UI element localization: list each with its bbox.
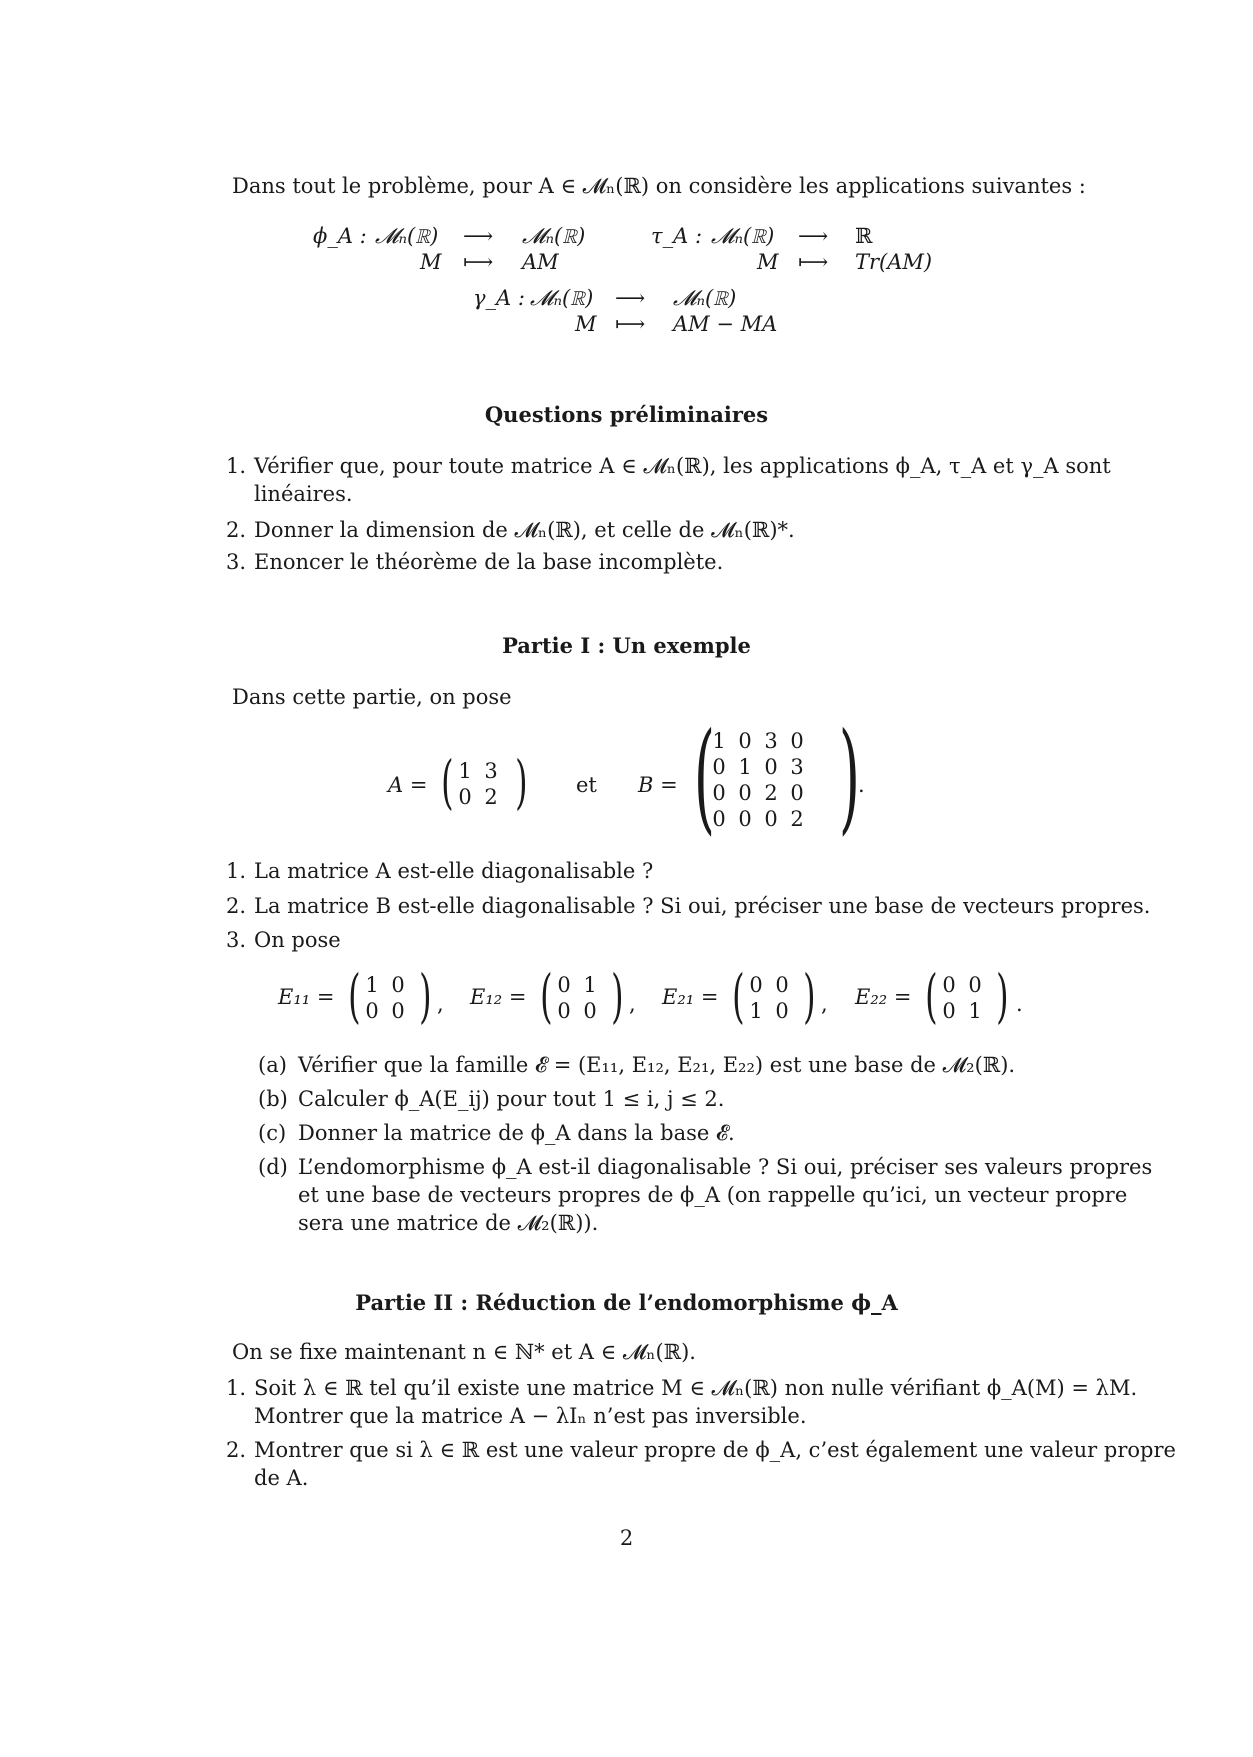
matA-cell: 3	[484, 759, 498, 783]
prelim-num-1: 1.	[225, 454, 246, 478]
e12-cell: 1	[583, 973, 597, 997]
sub-item-d-line1: L’endomorphisme ϕ_A est-il diagonalisable ? Si oui, préciser ses valeurs propres	[298, 1155, 1153, 1179]
part1-item-1: La matrice A est-elle diagonalisable ?	[254, 859, 654, 883]
part2-intro: On se fixe maintenant n ∈ ℕ* et A ∈ 𝓜ₙ(ℝ).	[232, 1340, 696, 1364]
prelim-num-3: 3.	[225, 550, 246, 574]
e12-cell: 0	[583, 999, 597, 1023]
comma: ,	[437, 992, 444, 1016]
sub-num-a: (a)	[258, 1053, 287, 1077]
matB-cell: 0	[712, 807, 726, 831]
part2-title: Partie II : Réduction de l’endomorphisme ϕ_A	[355, 1290, 898, 1315]
matB-left-paren: (	[693, 708, 715, 847]
matB-cell: 0	[764, 755, 778, 779]
e12-cell: 0	[557, 999, 571, 1023]
period: .	[1016, 992, 1023, 1016]
e22-right-paren: )	[996, 962, 1009, 1030]
part1-item-2: La matrice B est-elle diagonalisable ? Si oui, préciser une base de vecteurs propres.	[254, 894, 1151, 918]
e22-cell: 0	[942, 973, 956, 997]
phi-codomain: 𝓜ₙ(ℝ)	[522, 224, 586, 248]
matA-label: A =	[388, 773, 428, 797]
gamma-mapsto: ⟼	[615, 312, 646, 336]
matB-cell: 1	[712, 729, 726, 753]
e11-cell: 0	[391, 973, 405, 997]
matB-cell: 3	[790, 755, 804, 779]
tau-var: M	[757, 250, 779, 274]
prelim-num-2: 2.	[225, 518, 246, 542]
part2-num-1: 1.	[225, 1376, 246, 1400]
gamma-var: M	[575, 312, 597, 336]
matA-left-paren: (	[441, 748, 454, 816]
tau-mapsto: ⟼	[798, 250, 829, 274]
sub-item-d-line3: sera une matrice de 𝓜₂(ℝ)).	[298, 1211, 599, 1235]
matB-cell: 2	[790, 807, 804, 831]
e12-left-paren: (	[540, 962, 553, 1030]
prelim-item-2: Donner la dimension de 𝓜ₙ(ℝ), et celle de 𝓜ₙ(ℝ)*.	[254, 518, 795, 542]
matB-right-paren: )	[838, 708, 860, 847]
gamma-codomain: 𝓜ₙ(ℝ)	[673, 286, 737, 310]
matA-cell: 1	[458, 759, 472, 783]
part2-item-2-line2: de A.	[254, 1466, 309, 1490]
gamma-image: AM − MA	[673, 312, 778, 336]
sub-item-d-line2: et une base de vecteurs propres de ϕ_A (on rappelle qu’ici, un vecteur propre	[298, 1183, 1128, 1207]
e21-right-paren: )	[803, 962, 816, 1030]
matA-cell: 0	[458, 785, 472, 809]
tau-codomain: ℝ	[855, 224, 873, 248]
part1-num-2: 2.	[225, 894, 246, 918]
part1-intro: Dans cette partie, on pose	[232, 685, 512, 709]
e22-cell: 0	[942, 999, 956, 1023]
e11-left-paren: (	[348, 962, 361, 1030]
e11-cell: 1	[365, 973, 379, 997]
tau-image: Tr(AM)	[855, 250, 933, 274]
matB-cell: 0	[738, 781, 752, 805]
phi-name: ϕ_A :	[313, 224, 367, 248]
e22-cell: 1	[968, 999, 982, 1023]
e22-cell: 0	[968, 973, 982, 997]
matB-cell: 0	[738, 729, 752, 753]
sub-num-b: (b)	[258, 1087, 288, 1111]
matA-right-paren: )	[515, 748, 528, 816]
matrix-E22	[936, 972, 988, 1024]
phi-arrow: ⟶	[463, 224, 494, 248]
e21-cell: 0	[775, 973, 789, 997]
matA-cell: 2	[484, 785, 498, 809]
matB-cell: 0	[790, 781, 804, 805]
matB-cell: 1	[738, 755, 752, 779]
sub-num-c: (c)	[258, 1121, 287, 1145]
matB-cell: 3	[764, 729, 778, 753]
e11-cell: 0	[391, 999, 405, 1023]
tau-name: τ_A :	[651, 224, 703, 248]
matB-period: .	[858, 773, 865, 797]
phi-image: AM	[522, 250, 559, 274]
sub-item-a: Vérifier que la famille 𝓔 = (E₁₁, E₁₂, E₂₁, E₂₂) est une base de 𝓜₂(ℝ).	[298, 1053, 1016, 1077]
part2-num-2: 2.	[225, 1438, 246, 1462]
tau-domain: 𝓜ₙ(ℝ)	[711, 224, 775, 248]
gamma-domain: 𝓜ₙ(ℝ)	[530, 286, 594, 310]
prelim-item-1-line1: Vérifier que, pour toute matrice A ∈ 𝓜ₙ(ℝ), les applications ϕ_A, τ_A et γ_A sont	[254, 454, 1111, 478]
part1-title: Partie I : Un exemple	[502, 633, 751, 658]
matB-cell: 0	[764, 807, 778, 831]
phi-mapsto: ⟼	[463, 250, 494, 274]
prelim-item-1-line2: linéaires.	[254, 482, 353, 506]
et-word: et	[576, 773, 597, 797]
matB-cell: 0	[712, 781, 726, 805]
e11-label: E₁₁ =	[278, 985, 335, 1009]
matB-cell: 0	[790, 729, 804, 753]
e21-left-paren: (	[732, 962, 745, 1030]
prelim-title: Questions préliminaires	[484, 402, 769, 427]
part1-num-3: 3.	[225, 928, 246, 952]
e11-cell: 0	[365, 999, 379, 1023]
e12-cell: 0	[557, 973, 571, 997]
part2-item-1-line2: Montrer que la matrice A − λIₙ n’est pas inversible.	[254, 1404, 807, 1428]
matrix-E21	[743, 972, 795, 1024]
prelim-item-3: Enoncer le théorème de la base incomplète.	[254, 550, 724, 574]
e21-cell: 1	[749, 999, 763, 1023]
phi-domain: 𝓜ₙ(ℝ)	[375, 224, 439, 248]
e22-label: E₂₂ =	[855, 985, 912, 1009]
part2-item-2-line1: Montrer que si λ ∈ ℝ est une valeur propre de ϕ_A, c’est également une valeur propre	[254, 1438, 1176, 1462]
matrix-E12	[551, 972, 603, 1024]
comma: ,	[821, 992, 828, 1016]
e11-right-paren: )	[419, 962, 432, 1030]
e21-cell: 0	[749, 973, 763, 997]
sub-num-d: (d)	[258, 1155, 288, 1179]
phi-var: M	[420, 250, 442, 274]
comma: ,	[629, 992, 636, 1016]
gamma-name: γ_A :	[473, 286, 525, 310]
matrix-B	[706, 728, 810, 832]
matB-cell: 0	[738, 807, 752, 831]
e21-cell: 0	[775, 999, 789, 1023]
matB-label: B =	[638, 773, 678, 797]
part1-num-1: 1.	[225, 859, 246, 883]
intro-text: Dans tout le problème, pour A ∈ 𝓜ₙ(ℝ) on considère les applications suivantes :	[232, 174, 1086, 198]
tau-arrow: ⟶	[798, 224, 829, 248]
e12-right-paren: )	[611, 962, 624, 1030]
part2-item-1-line1: Soit λ ∈ ℝ tel qu’il existe une matrice M ∈ 𝓜ₙ(ℝ) non nulle vérifiant ϕ_A(M) = λM.	[254, 1376, 1138, 1400]
page-number: 2	[619, 1526, 634, 1550]
sub-item-b: Calculer ϕ_A(E_ij) pour tout 1 ≤ i, j ≤ 2.	[298, 1087, 725, 1111]
matB-cell: 2	[764, 781, 778, 805]
part1-item-3: On pose	[254, 928, 341, 952]
matrix-E11	[359, 972, 411, 1024]
e22-left-paren: (	[925, 962, 938, 1030]
gamma-arrow: ⟶	[615, 286, 646, 310]
e12-label: E₁₂ =	[470, 985, 527, 1009]
matB-cell: 0	[712, 755, 726, 779]
e21-label: E₂₁ =	[662, 985, 719, 1009]
sub-item-c: Donner la matrice de ϕ_A dans la base 𝓔.	[298, 1121, 735, 1145]
matrix-A	[452, 758, 504, 810]
